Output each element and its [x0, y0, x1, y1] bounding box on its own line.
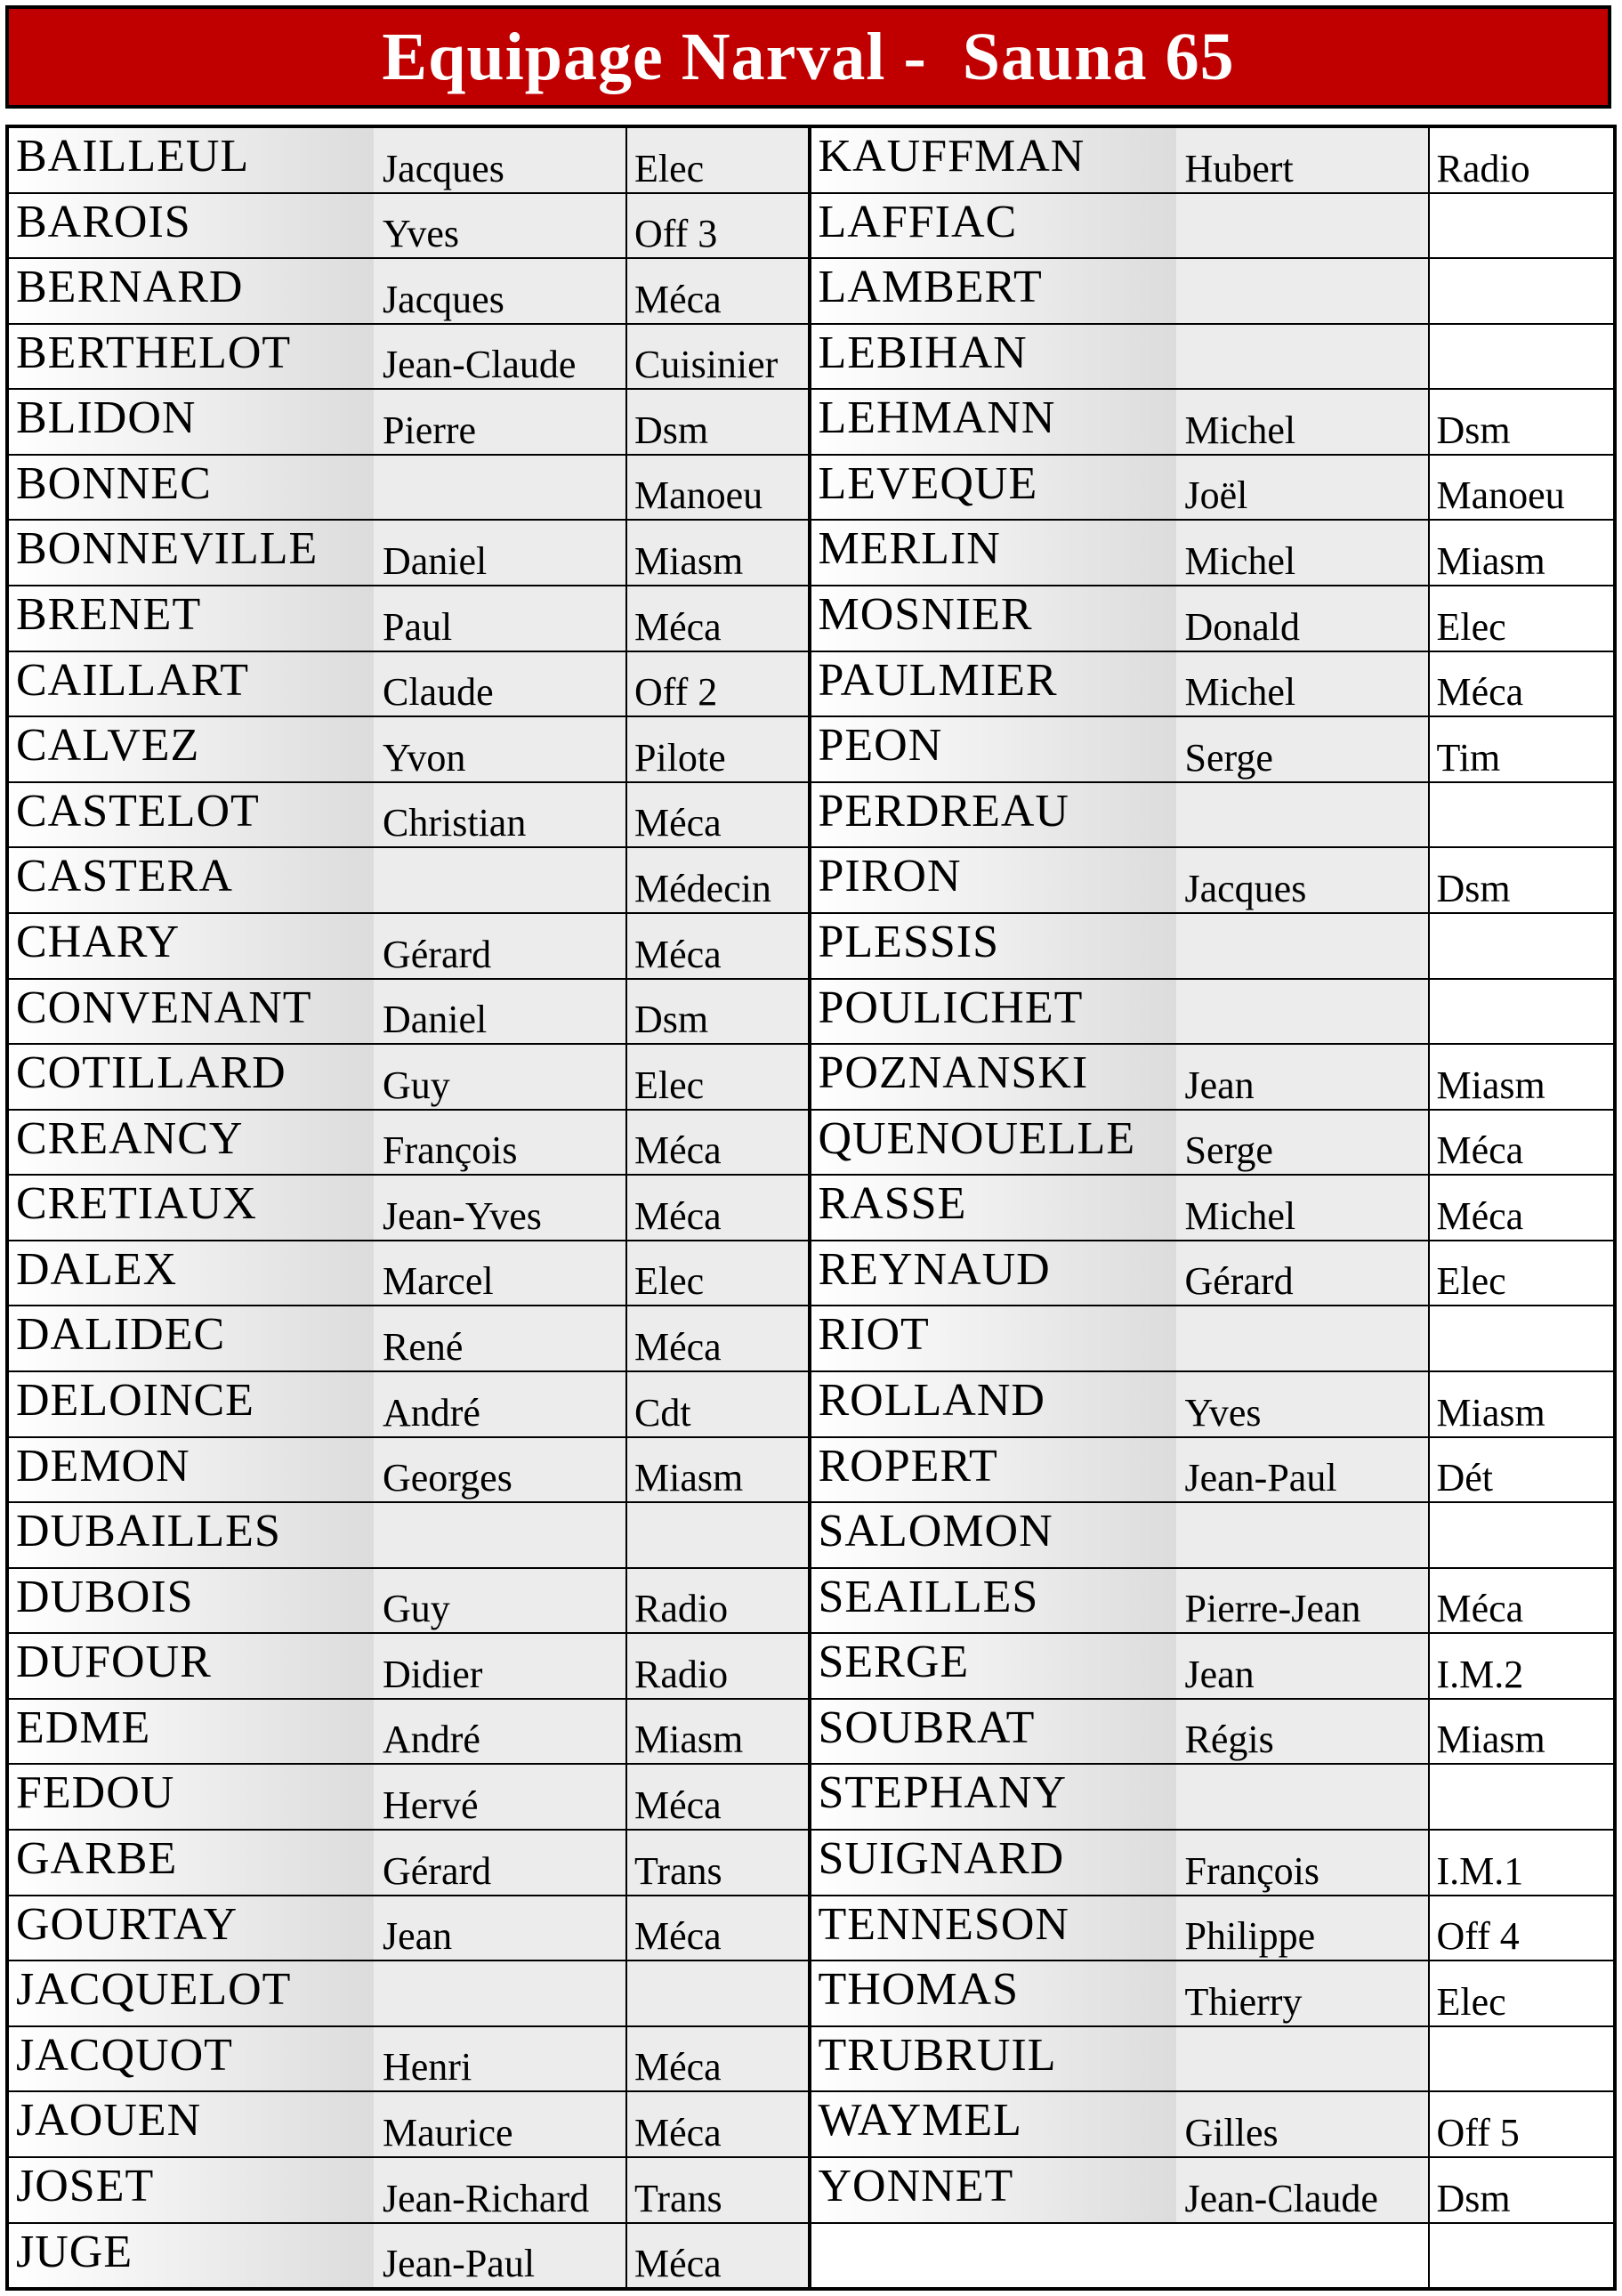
last-name-cell: WAYMEL: [811, 2092, 1176, 2156]
table-row: [9, 652, 808, 718]
last-name-cell: BAILLEUL: [9, 128, 374, 192]
first-name-cell: [374, 848, 627, 912]
table-row: [811, 259, 1614, 325]
first-name-cell: Jacques: [374, 128, 627, 192]
first-name-cell: Jacques: [1176, 848, 1430, 912]
table-row: [9, 914, 808, 980]
last-name-cell: DELOINCE: [9, 1372, 374, 1436]
first-name-cell: Gérard: [374, 1831, 627, 1895]
last-name-cell: LAMBERT: [811, 259, 1176, 323]
role-cell: Radio: [627, 1569, 808, 1633]
last-name-cell: STEPHANY: [811, 1765, 1176, 1829]
role-cell: [627, 1961, 808, 2025]
last-name-cell: PLESSIS: [811, 914, 1176, 978]
role-cell: I.M.2: [1430, 1634, 1614, 1698]
last-name-cell: BAROIS: [9, 194, 374, 258]
last-name-cell: THOMAS: [811, 1961, 1176, 2025]
last-name-cell: DALEX: [9, 1241, 374, 1306]
first-name-cell: Claude: [374, 652, 627, 716]
table-row: [811, 194, 1614, 260]
first-name-cell: Daniel: [374, 980, 627, 1044]
role-cell: I.M.1: [1430, 1831, 1614, 1895]
last-name-cell: POULICHET: [811, 980, 1176, 1044]
role-cell: Miasm: [627, 1700, 808, 1764]
last-name-cell: JACQUELOT: [9, 1961, 374, 2025]
last-name-cell: CHARY: [9, 914, 374, 978]
table-row: [9, 1503, 808, 1569]
role-cell: Méca: [627, 259, 808, 323]
role-cell: [1430, 980, 1614, 1044]
role-cell: Méca: [627, 2027, 808, 2091]
table-row: [9, 1241, 808, 1307]
first-name-cell: Henri: [374, 2027, 627, 2091]
first-name-cell: [1176, 1503, 1430, 1567]
table-row: [811, 390, 1614, 456]
last-name-cell: DUBOIS: [9, 1569, 374, 1633]
table-row: [9, 1831, 808, 1896]
role-cell: Off 3: [627, 194, 808, 258]
role-cell: Méca: [1430, 1176, 1614, 1240]
table-row: [9, 259, 808, 325]
role-cell: Méca: [627, 2092, 808, 2156]
table-row: [811, 2158, 1614, 2224]
role-cell: Off 5: [1430, 2092, 1614, 2156]
table-row: [811, 1503, 1614, 1569]
role-cell: [1430, 2027, 1614, 2091]
table-row: [9, 1896, 808, 1962]
first-name-cell: Joël: [1176, 456, 1430, 520]
table-row: [9, 1372, 808, 1438]
role-cell: Trans: [627, 1831, 808, 1895]
table-row: [811, 717, 1614, 783]
first-name-cell: Yves: [374, 194, 627, 258]
last-name-cell: BERNARD: [9, 259, 374, 323]
first-name-cell: [1176, 259, 1430, 323]
last-name-cell: RIOT: [811, 1306, 1176, 1370]
last-name-cell: BONNEVILLE: [9, 521, 374, 585]
role-cell: Miasm: [627, 1438, 808, 1502]
table-row: [9, 980, 808, 1046]
role-cell: Off 4: [1430, 1896, 1614, 1960]
first-name-cell: Guy: [374, 1045, 627, 1109]
last-name-cell: ROLLAND: [811, 1372, 1176, 1436]
last-name-cell: CRETIAUX: [9, 1176, 374, 1240]
last-name-cell: GOURTAY: [9, 1896, 374, 1960]
first-name-cell: Gérard: [374, 914, 627, 978]
first-name-cell: [1176, 914, 1430, 978]
last-name-cell: BERTHELOT: [9, 325, 374, 389]
first-name-cell: [1176, 980, 1430, 1044]
last-name-cell: PEON: [811, 717, 1176, 781]
first-name-cell: [1176, 2224, 1430, 2288]
table-row: [811, 2224, 1614, 2288]
first-name-cell: Jacques: [374, 259, 627, 323]
last-name-cell: CALVEZ: [9, 717, 374, 781]
first-name-cell: [1176, 1306, 1430, 1370]
last-name-cell: DEMON: [9, 1438, 374, 1502]
role-cell: Manoeu: [1430, 456, 1614, 520]
first-name-cell: François: [1176, 1831, 1430, 1895]
role-cell: Miasm: [1430, 521, 1614, 585]
first-name-cell: André: [374, 1372, 627, 1436]
last-name-cell: [811, 2224, 1176, 2288]
first-name-cell: Daniel: [374, 521, 627, 585]
last-name-cell: REYNAUD: [811, 1241, 1176, 1306]
table-row: [9, 1961, 808, 2027]
first-name-cell: Régis: [1176, 1700, 1430, 1764]
last-name-cell: CAILLART: [9, 652, 374, 716]
last-name-cell: SOUBRAT: [811, 1700, 1176, 1764]
first-name-cell: Gérard: [1176, 1241, 1430, 1306]
first-name-cell: Serge: [1176, 717, 1430, 781]
title-banner: [5, 5, 1611, 109]
first-name-cell: Gilles: [1176, 2092, 1430, 2156]
last-name-cell: CREANCY: [9, 1111, 374, 1175]
first-name-cell: Serge: [1176, 1111, 1430, 1175]
last-name-cell: ROPERT: [811, 1438, 1176, 1502]
first-name-cell: Georges: [374, 1438, 627, 1502]
table-row: [811, 1831, 1614, 1896]
role-cell: [1430, 1503, 1614, 1567]
last-name-cell: JAOUEN: [9, 2092, 374, 2156]
first-name-cell: [1176, 2027, 1430, 2091]
role-cell: Méca: [627, 1111, 808, 1175]
table-row: [811, 1765, 1614, 1831]
table-row: [9, 1569, 808, 1635]
table-row: [9, 848, 808, 914]
first-name-cell: [1176, 325, 1430, 389]
table-row: [9, 456, 808, 521]
role-cell: Dsm: [627, 390, 808, 454]
first-name-cell: Jean-Paul: [1176, 1438, 1430, 1502]
first-name-cell: Thierry: [1176, 1961, 1430, 2025]
table-row: [811, 521, 1614, 586]
table-row: [811, 1634, 1614, 1700]
table-row: [9, 1306, 808, 1372]
table-row: [811, 1700, 1614, 1766]
first-name-cell: Michel: [1176, 1176, 1430, 1240]
role-cell: Elec: [627, 128, 808, 192]
role-cell: [1430, 259, 1614, 323]
role-cell: [1430, 1306, 1614, 1370]
last-name-cell: GARBE: [9, 1831, 374, 1895]
table-row: [9, 325, 808, 391]
last-name-cell: QUENOUELLE: [811, 1111, 1176, 1175]
role-cell: Tim: [1430, 717, 1614, 781]
last-name-cell: PAULMIER: [811, 652, 1176, 716]
table-row: [9, 2158, 808, 2224]
role-cell: Dsm: [627, 980, 808, 1044]
role-cell: [1430, 325, 1614, 389]
table-row: [811, 2092, 1614, 2158]
table-row: [811, 1176, 1614, 1241]
role-cell: Miasm: [1430, 1372, 1614, 1436]
last-name-cell: JACQUOT: [9, 2027, 374, 2091]
first-name-cell: Yvon: [374, 717, 627, 781]
last-name-cell: BRENET: [9, 586, 374, 651]
role-cell: Pilote: [627, 717, 808, 781]
first-name-cell: Jean-Claude: [374, 325, 627, 389]
table-row: [811, 652, 1614, 718]
role-cell: Elec: [1430, 586, 1614, 651]
table-row: [811, 1438, 1614, 1504]
role-cell: Elec: [1430, 1961, 1614, 2025]
last-name-cell: DALIDEC: [9, 1306, 374, 1370]
table-row: [9, 1111, 808, 1176]
table-row: [9, 1438, 808, 1504]
role-cell: Trans: [627, 2158, 808, 2222]
first-name-cell: Philippe: [1176, 1896, 1430, 1960]
role-cell: [1430, 783, 1614, 847]
table-row: [9, 783, 808, 849]
first-name-cell: [1176, 194, 1430, 258]
last-name-cell: COTILLARD: [9, 1045, 374, 1109]
roster-column-left: [9, 128, 811, 2287]
last-name-cell: BONNEC: [9, 456, 374, 520]
table-row: [9, 128, 808, 194]
last-name-cell: MOSNIER: [811, 586, 1176, 651]
last-name-cell: RASSE: [811, 1176, 1176, 1240]
table-row: [9, 1176, 808, 1241]
table-row: [811, 1241, 1614, 1307]
first-name-cell: Paul: [374, 586, 627, 651]
role-cell: Méca: [627, 586, 808, 651]
last-name-cell: CASTELOT: [9, 783, 374, 847]
first-name-cell: Jean: [1176, 1045, 1430, 1109]
roster-column-right: [811, 128, 1614, 2287]
first-name-cell: Donald: [1176, 586, 1430, 651]
table-row: [811, 1569, 1614, 1635]
role-cell: Méca: [627, 1176, 808, 1240]
last-name-cell: PIRON: [811, 848, 1176, 912]
first-name-cell: Hubert: [1176, 128, 1430, 192]
role-cell: [627, 1503, 808, 1567]
table-row: [9, 586, 808, 652]
table-row: [811, 586, 1614, 652]
first-name-cell: [1176, 1765, 1430, 1829]
last-name-cell: LEHMANN: [811, 390, 1176, 454]
first-name-cell: Jean-Paul: [374, 2224, 627, 2288]
role-cell: [1430, 1765, 1614, 1829]
first-name-cell: Michel: [1176, 390, 1430, 454]
role-cell: Médecin: [627, 848, 808, 912]
last-name-cell: SERGE: [811, 1634, 1176, 1698]
last-name-cell: FEDOU: [9, 1765, 374, 1829]
crew-roster: [5, 125, 1617, 2291]
table-row: [9, 1765, 808, 1831]
first-name-cell: Didier: [374, 1634, 627, 1698]
first-name-cell: Guy: [374, 1569, 627, 1633]
role-cell: Méca: [1430, 1569, 1614, 1633]
first-name-cell: André: [374, 1700, 627, 1764]
role-cell: Miasm: [627, 521, 808, 585]
last-name-cell: DUFOUR: [9, 1634, 374, 1698]
role-cell: Dét: [1430, 1438, 1614, 1502]
role-cell: Méca: [627, 2224, 808, 2288]
first-name-cell: [374, 1503, 627, 1567]
role-cell: Méca: [1430, 1111, 1614, 1175]
table-row: [811, 1961, 1614, 2027]
role-cell: Méca: [627, 914, 808, 978]
role-cell: Cdt: [627, 1372, 808, 1436]
page-title: Equipage Narval - Sauna 65: [382, 19, 1235, 94]
first-name-cell: Michel: [1176, 521, 1430, 585]
role-cell: Off 2: [627, 652, 808, 716]
table-row: [811, 1045, 1614, 1111]
last-name-cell: LAFFIAC: [811, 194, 1176, 258]
table-row: [811, 1111, 1614, 1176]
table-row: [811, 325, 1614, 391]
last-name-cell: YONNET: [811, 2158, 1176, 2222]
table-row: [811, 1372, 1614, 1438]
first-name-cell: Jean-Claude: [1176, 2158, 1430, 2222]
first-name-cell: René: [374, 1306, 627, 1370]
first-name-cell: Yves: [1176, 1372, 1430, 1436]
first-name-cell: [374, 456, 627, 520]
role-cell: Elec: [627, 1241, 808, 1306]
role-cell: Miasm: [1430, 1700, 1614, 1764]
first-name-cell: Michel: [1176, 652, 1430, 716]
role-cell: [1430, 914, 1614, 978]
table-row: [811, 783, 1614, 849]
first-name-cell: Maurice: [374, 2092, 627, 2156]
last-name-cell: CONVENANT: [9, 980, 374, 1044]
role-cell: Méca: [627, 1765, 808, 1829]
role-cell: Dsm: [1430, 848, 1614, 912]
table-row: [811, 2027, 1614, 2093]
table-row: [811, 980, 1614, 1046]
last-name-cell: TRUBRUIL: [811, 2027, 1176, 2091]
first-name-cell: François: [374, 1111, 627, 1175]
last-name-cell: LEBIHAN: [811, 325, 1176, 389]
role-cell: Méca: [627, 783, 808, 847]
role-cell: Dsm: [1430, 390, 1614, 454]
first-name-cell: Jean: [374, 1896, 627, 1960]
table-row: [9, 2224, 808, 2288]
table-row: [811, 1306, 1614, 1372]
role-cell: Manoeu: [627, 456, 808, 520]
role-cell: Elec: [627, 1045, 808, 1109]
table-row: [811, 456, 1614, 521]
last-name-cell: PERDREAU: [811, 783, 1176, 847]
role-cell: Dsm: [1430, 2158, 1614, 2222]
role-cell: Miasm: [1430, 1045, 1614, 1109]
table-row: [9, 521, 808, 586]
role-cell: Elec: [1430, 1241, 1614, 1306]
table-row: [9, 2092, 808, 2158]
role-cell: Méca: [1430, 652, 1614, 716]
role-cell: Cuisinier: [627, 325, 808, 389]
last-name-cell: JOSET: [9, 2158, 374, 2222]
first-name-cell: Pierre: [374, 390, 627, 454]
role-cell: [1430, 2224, 1614, 2288]
role-cell: Méca: [627, 1306, 808, 1370]
role-cell: Radio: [1430, 128, 1614, 192]
last-name-cell: EDME: [9, 1700, 374, 1764]
last-name-cell: LEVEQUE: [811, 456, 1176, 520]
table-row: [9, 1634, 808, 1700]
last-name-cell: KAUFFMAN: [811, 128, 1176, 192]
table-row: [811, 128, 1614, 194]
first-name-cell: Marcel: [374, 1241, 627, 1306]
last-name-cell: SEAILLES: [811, 1569, 1176, 1633]
last-name-cell: SUIGNARD: [811, 1831, 1176, 1895]
role-cell: [1430, 194, 1614, 258]
last-name-cell: JUGE: [9, 2224, 374, 2288]
last-name-cell: POZNANSKI: [811, 1045, 1176, 1109]
last-name-cell: SALOMON: [811, 1503, 1176, 1567]
table-row: [811, 848, 1614, 914]
first-name-cell: Jean-Yves: [374, 1176, 627, 1240]
last-name-cell: BLIDON: [9, 390, 374, 454]
first-name-cell: Pierre-Jean: [1176, 1569, 1430, 1633]
table-row: [9, 194, 808, 260]
last-name-cell: MERLIN: [811, 521, 1176, 585]
table-row: [811, 1896, 1614, 1962]
role-cell: Méca: [627, 1896, 808, 1960]
table-row: [9, 390, 808, 456]
first-name-cell: Christian: [374, 783, 627, 847]
first-name-cell: [1176, 783, 1430, 847]
first-name-cell: [374, 1961, 627, 2025]
first-name-cell: Jean: [1176, 1634, 1430, 1698]
table-row: [9, 1700, 808, 1766]
table-row: [9, 2027, 808, 2093]
last-name-cell: CASTERA: [9, 848, 374, 912]
first-name-cell: Hervé: [374, 1765, 627, 1829]
last-name-cell: TENNESON: [811, 1896, 1176, 1960]
last-name-cell: DUBAILLES: [9, 1503, 374, 1567]
table-row: [9, 717, 808, 783]
role-cell: Radio: [627, 1634, 808, 1698]
first-name-cell: Jean-Richard: [374, 2158, 627, 2222]
table-row: [9, 1045, 808, 1111]
table-row: [811, 914, 1614, 980]
